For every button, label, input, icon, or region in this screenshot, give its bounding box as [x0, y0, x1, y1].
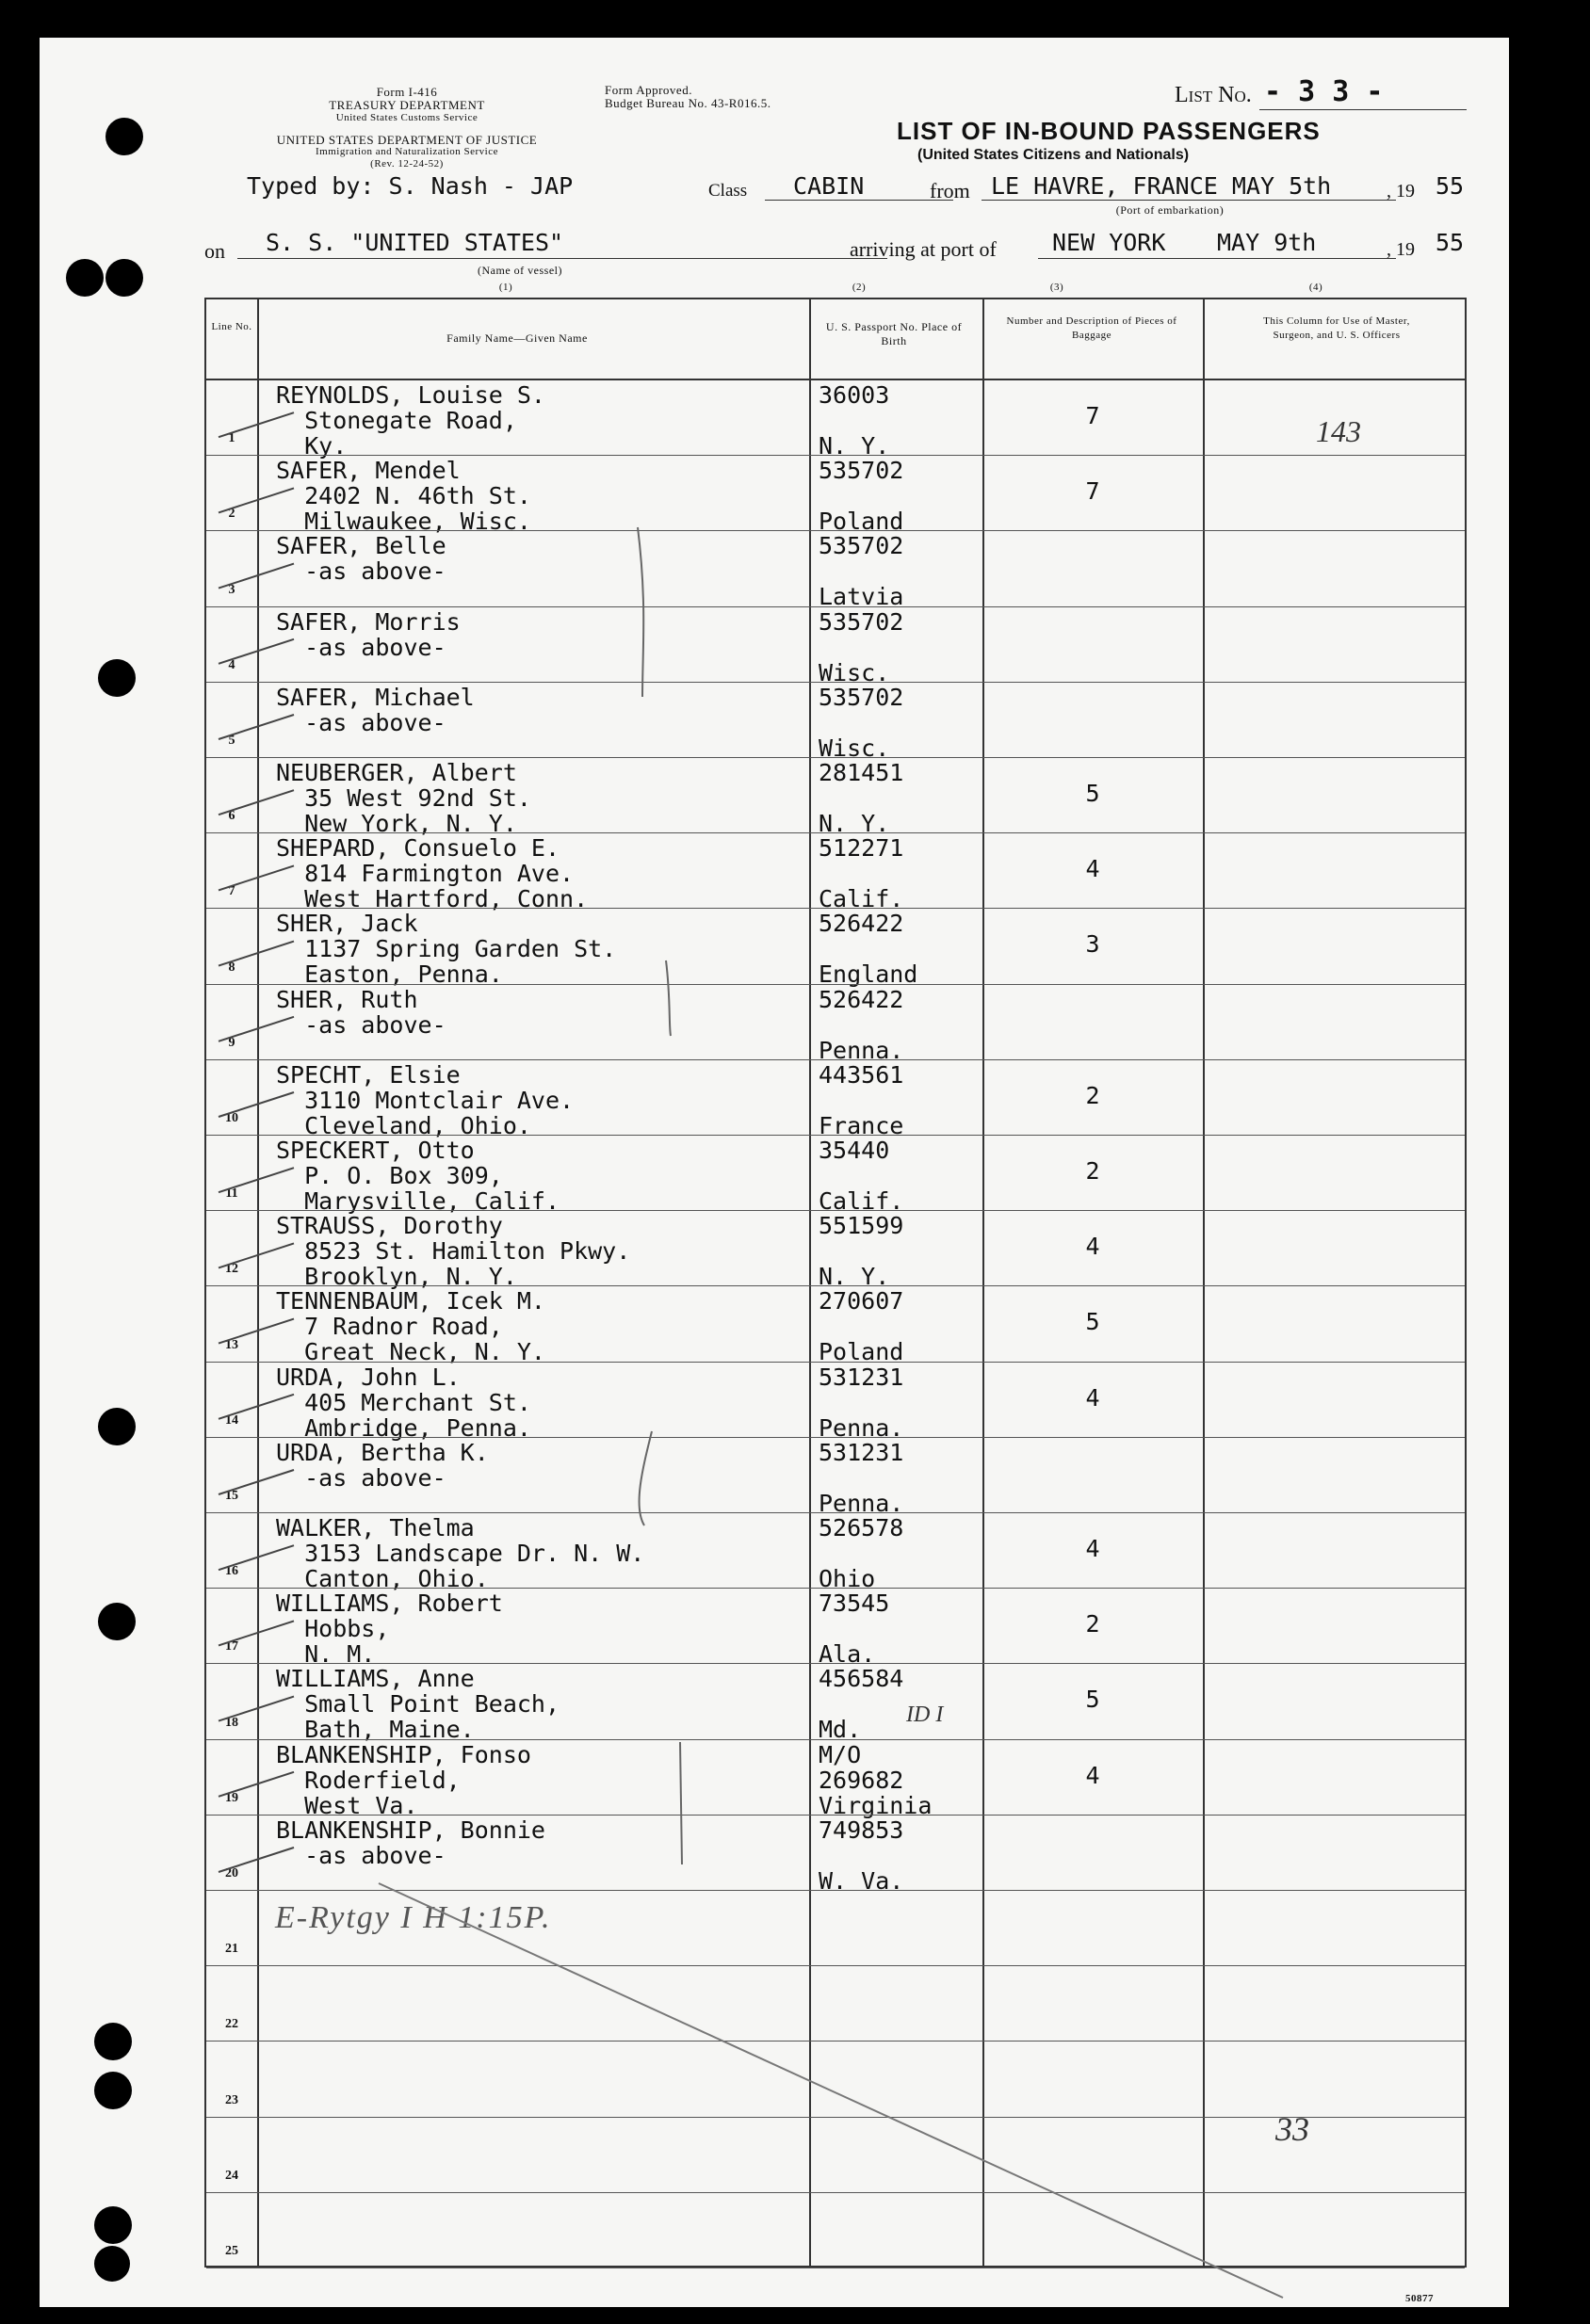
- punch-hole: [98, 659, 136, 697]
- line-number: 10: [225, 1110, 238, 1125]
- passenger-name-address: SAFER, Morris -as above-: [276, 607, 461, 661]
- budget-bureau: Budget Bureau No. 43-R016.5.: [605, 96, 771, 110]
- line-number: 3: [228, 582, 235, 597]
- line-number: 4: [228, 657, 235, 672]
- passenger-name-address: URDA, Bertha K. -as above-: [276, 1438, 489, 1492]
- punch-hole: [66, 259, 104, 297]
- line-number: 11: [225, 1186, 238, 1202]
- form-number: Form I-416: [376, 85, 438, 99]
- passport-birthplace: 73545 Ala.: [819, 1590, 890, 1669]
- passenger-name-address: WILLIAMS, Robert Hobbs, N. M.: [276, 1590, 503, 1669]
- baggage-count: 2: [1085, 1610, 1100, 1638]
- line-number: 20: [225, 1865, 238, 1880]
- header-officers: This Column for Use of Master, Surgeon, and U. S. Officers: [1263, 315, 1410, 341]
- baggage-count: 7: [1085, 477, 1100, 506]
- check-mark: [219, 1470, 294, 1494]
- passenger-name-address: SAFER, Belle -as above-: [276, 532, 446, 586]
- check-mark: [219, 790, 294, 815]
- line-number: 25: [225, 2243, 238, 2258]
- line-number: 14: [225, 1412, 238, 1428]
- form-approved: Form Approved.: [605, 83, 692, 97]
- passenger-name-address: SHER, Jack 1137 Spring Garden St. Easton, Penna.: [276, 910, 617, 989]
- check-mark: [219, 1697, 294, 1721]
- check-mark: [219, 639, 294, 664]
- list-number: - 3 3 -: [1264, 75, 1384, 108]
- passenger-name-address: REYNOLDS, Louise S. Stonegate Road, Ky.: [276, 381, 545, 460]
- line-number: 24: [225, 2168, 238, 2183]
- check-mark: [219, 1395, 294, 1419]
- punch-hole: [94, 2246, 130, 2282]
- arrival-year: 55: [1436, 229, 1465, 256]
- passenger-name-address: SHER, Ruth -as above-: [276, 985, 446, 1039]
- check-mark: [219, 488, 294, 512]
- baggage-count: 2: [1085, 1081, 1100, 1109]
- customs-service: United States Customs Service: [335, 112, 479, 123]
- passenger-name-address: STRAUSS, Dorothy 8523 St. Hamilton Pkwy. Brooklyn, N. Y.: [276, 1212, 631, 1291]
- embarkation-year: 55: [1436, 172, 1465, 200]
- line-number: 1: [228, 431, 235, 446]
- header-passport: U. S. Passport No. Place of Birth: [825, 320, 963, 347]
- line-number: 15: [225, 1488, 238, 1503]
- passport-birthplace: 749853 W. Va.: [819, 1816, 904, 1895]
- check-mark: [219, 865, 294, 890]
- passport-birthplace: M/O 269682 Virginia: [819, 1740, 933, 1819]
- class-value: CABIN: [793, 172, 865, 200]
- embarkation-port: LE HAVRE, FRANCE MAY 5th: [991, 172, 1332, 200]
- passenger-name-address: WILLIAMS, Anne Small Point Beach, Bath, Maine.: [276, 1665, 560, 1744]
- year-prefix-1: , 19: [1387, 181, 1415, 202]
- passenger-name-address: SAFER, Mendel 2402 N. 46th St. Milwaukee, Wisc.: [276, 457, 531, 536]
- line-number: 2: [228, 507, 235, 522]
- baggage-count: 7: [1085, 402, 1100, 429]
- passenger-name-address: SPECKERT, Otto P. O. Box 309, Marysville, Calif.: [276, 1137, 560, 1215]
- passport-birthplace: 551599 N. Y.: [819, 1212, 904, 1291]
- punch-hole: [98, 1408, 136, 1445]
- check-mark: [219, 1319, 294, 1344]
- arrival-date: MAY 9th: [1217, 229, 1317, 256]
- document-page: [40, 38, 1509, 2307]
- check-mark: [219, 564, 294, 589]
- check-mark: [219, 1621, 294, 1645]
- line-number: 8: [228, 960, 235, 975]
- baggage-count: 4: [1085, 855, 1100, 883]
- col-num-3: (3): [1049, 282, 1064, 293]
- baggage-count: 4: [1085, 1233, 1100, 1261]
- arrival-port: NEW YORK: [1052, 229, 1166, 256]
- justice-department: UNITED STATES DEPARTMENT OF JUSTICE: [276, 133, 538, 147]
- passenger-name-address: SAFER, Michael -as above-: [276, 683, 475, 736]
- from-label: from: [930, 179, 970, 202]
- form-code: 50877: [1405, 2293, 1434, 2304]
- line-number: 12: [225, 1262, 238, 1277]
- baggage-count: 3: [1085, 930, 1100, 959]
- class-label: Class: [708, 181, 748, 201]
- line-number: 6: [228, 809, 235, 824]
- col-num-1: (1): [498, 282, 513, 293]
- baggage-count: 4: [1085, 1383, 1100, 1412]
- baggage-count: 2: [1085, 1157, 1100, 1185]
- port-embarkation-caption: (Port of embarkation): [1115, 203, 1225, 217]
- line-number: 21: [225, 1942, 238, 1957]
- passenger-name-address: TENNENBAUM, Icek M. 7 Radnor Road, Great Neck, N. Y.: [276, 1287, 545, 1366]
- vessel-name: S. S. "UNITED STATES": [266, 229, 564, 256]
- handwritten-page-total: 33: [1275, 2110, 1309, 2148]
- line-number: 17: [225, 1639, 238, 1654]
- line-number: 9: [228, 1035, 235, 1050]
- baggage-count: 5: [1085, 1686, 1100, 1714]
- passenger-name-address: SHEPARD, Consuelo E. 814 Farmington Ave. West Hartford, Conn.: [276, 834, 589, 913]
- immigration-service: Immigration and Naturalization Service: [315, 146, 499, 157]
- header-baggage: Number and Description of Pieces of Baggage: [1006, 315, 1177, 341]
- punch-hole: [94, 2206, 132, 2244]
- passport-birthplace: 531231 Penna.: [819, 1438, 904, 1517]
- passport-birthplace: 535702 Wisc.: [819, 607, 904, 686]
- line-number: 16: [225, 1564, 238, 1579]
- passport-birthplace: 535702 Poland: [819, 457, 904, 536]
- punch-hole: [105, 259, 143, 297]
- line-number: 5: [228, 733, 235, 748]
- year-prefix-2: , 19: [1387, 239, 1415, 260]
- passport-birthplace: 35440 Calif.: [819, 1137, 904, 1215]
- punch-hole: [98, 1603, 136, 1640]
- passenger-name-address: SPECHT, Elsie 3110 Montclair Ave. Cleveland, Ohio.: [276, 1060, 575, 1139]
- officer-note-143: 143: [1316, 414, 1361, 448]
- passport-birthplace: 526422 Penna.: [819, 985, 904, 1064]
- document-subtitle: (United States Citizens and Nationals): [917, 147, 1190, 163]
- pencil-marks: [40, 38, 1509, 2307]
- on-label: on: [204, 239, 225, 263]
- passenger-name-address: NEUBERGER, Albert 35 West 92nd St. New York, N. Y.: [276, 759, 531, 837]
- check-mark: [219, 1168, 294, 1192]
- line-number: 13: [225, 1337, 238, 1352]
- punch-hole: [105, 118, 143, 155]
- vessel-caption: (Name of vessel): [478, 264, 562, 277]
- passport-birthplace: 526422 England: [819, 910, 918, 989]
- passenger-name-address: BLANKENSHIP, Fonso Roderfield, West Va.: [276, 1740, 531, 1819]
- passport-birthplace: 36003 N. Y.: [819, 381, 890, 460]
- passport-birthplace: 456584 Md.: [819, 1665, 904, 1744]
- punch-hole: [94, 2072, 132, 2109]
- passport-birthplace: 281451 N. Y.: [819, 759, 904, 837]
- passport-birthplace: 526578 Ohio: [819, 1514, 904, 1592]
- passport-birthplace: 535702 Latvia: [819, 532, 904, 611]
- baggage-count: 4: [1085, 1761, 1100, 1789]
- treasury-department: TREASURY DEPARTMENT: [329, 98, 485, 112]
- check-mark: [219, 1017, 294, 1041]
- check-mark: [219, 942, 294, 966]
- line-number: 18: [225, 1715, 238, 1730]
- baggage-count: 5: [1085, 780, 1100, 807]
- line-number: 7: [228, 884, 235, 899]
- baggage-count: 5: [1085, 1308, 1100, 1336]
- list-no-label: List No.: [1175, 83, 1252, 107]
- passport-birthplace: 270607 Poland: [819, 1287, 904, 1366]
- line-number: 23: [225, 2092, 238, 2107]
- check-mark: [219, 412, 294, 437]
- passenger-name-address: WALKER, Thelma 3153 Landscape Dr. N. W. Canton, Ohio.: [276, 1514, 645, 1592]
- header-line-no: Line No.: [211, 321, 252, 332]
- check-mark: [219, 1848, 294, 1872]
- typed-by: Typed by: S. Nash - JAP: [247, 172, 574, 200]
- check-mark: [219, 1545, 294, 1570]
- check-mark: [219, 1243, 294, 1267]
- check-mark: [219, 1772, 294, 1797]
- check-mark: [219, 715, 294, 739]
- baggage-count: 4: [1085, 1535, 1100, 1562]
- col-num-4: (4): [1308, 282, 1323, 293]
- passport-birthplace: 512271 Calif.: [819, 834, 904, 913]
- passenger-name-address: URDA, John L. 405 Merchant St. Ambridge, Penna.: [276, 1363, 531, 1442]
- check-mark: [219, 1092, 294, 1117]
- document-title: LIST OF IN-BOUND PASSENGERS: [897, 117, 1321, 145]
- col-num-2: (2): [852, 282, 867, 293]
- passport-birthplace: 535702 Wisc.: [819, 683, 904, 762]
- line-number: 19: [225, 1790, 238, 1805]
- passport-birthplace: 531231 Penna.: [819, 1363, 904, 1442]
- handwritten-id-note: ID I: [906, 1703, 944, 1727]
- line-number: 22: [225, 2017, 238, 2032]
- passenger-name-address: BLANKENSHIP, Bonnie -as above-: [276, 1816, 545, 1869]
- arriving-label: arriving at port of: [850, 237, 997, 261]
- passport-birthplace: 443561 France: [819, 1060, 904, 1139]
- header-name: Family Name—Given Name: [446, 331, 588, 345]
- handwritten-note-line21: E-Rytgy I H 1:15P.: [275, 1900, 552, 1935]
- punch-hole: [94, 2023, 132, 2060]
- revision-date: (Rev. 12-24-52): [370, 158, 444, 169]
